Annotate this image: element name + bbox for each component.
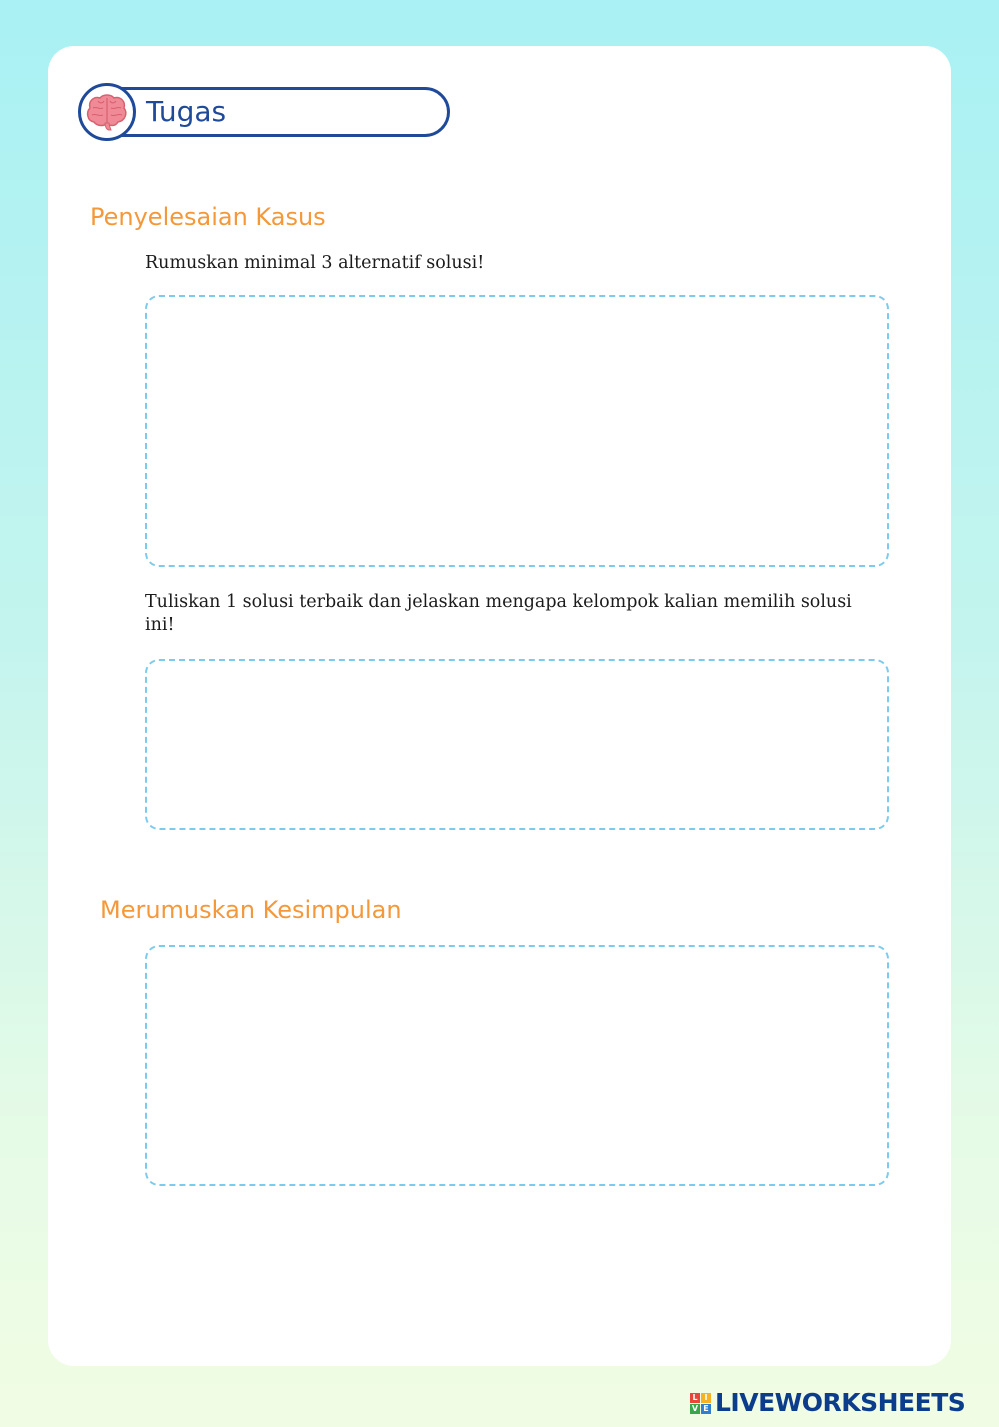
answer-box-alternatif-solusi[interactable] [145,295,889,567]
section-title-penyelesaian: Penyelesaian Kasus [90,203,326,231]
logo-text: LIVEWORKSHEETS [715,1388,966,1417]
page-title: Tugas [146,95,227,128]
brain-icon [84,92,130,132]
answer-box-solusi-terbaik[interactable] [145,659,889,830]
prompt-alternatif-solusi: Rumuskan minimal 3 alternatif solusi! [145,253,485,273]
answer-box-kesimpulan[interactable] [145,945,889,1186]
brain-badge [78,83,136,141]
liveworksheets-logo [690,1388,965,1418]
section-title-kesimpulan: Merumuskan Kesimpulan [100,896,402,924]
logo-mark-icon: L I V E [690,1393,711,1414]
prompt-solusi-terbaik: Tuliskan 1 solusi terbaik dan jelaskan mengapa kelompok kalian memilih solusi ini! [145,592,852,635]
